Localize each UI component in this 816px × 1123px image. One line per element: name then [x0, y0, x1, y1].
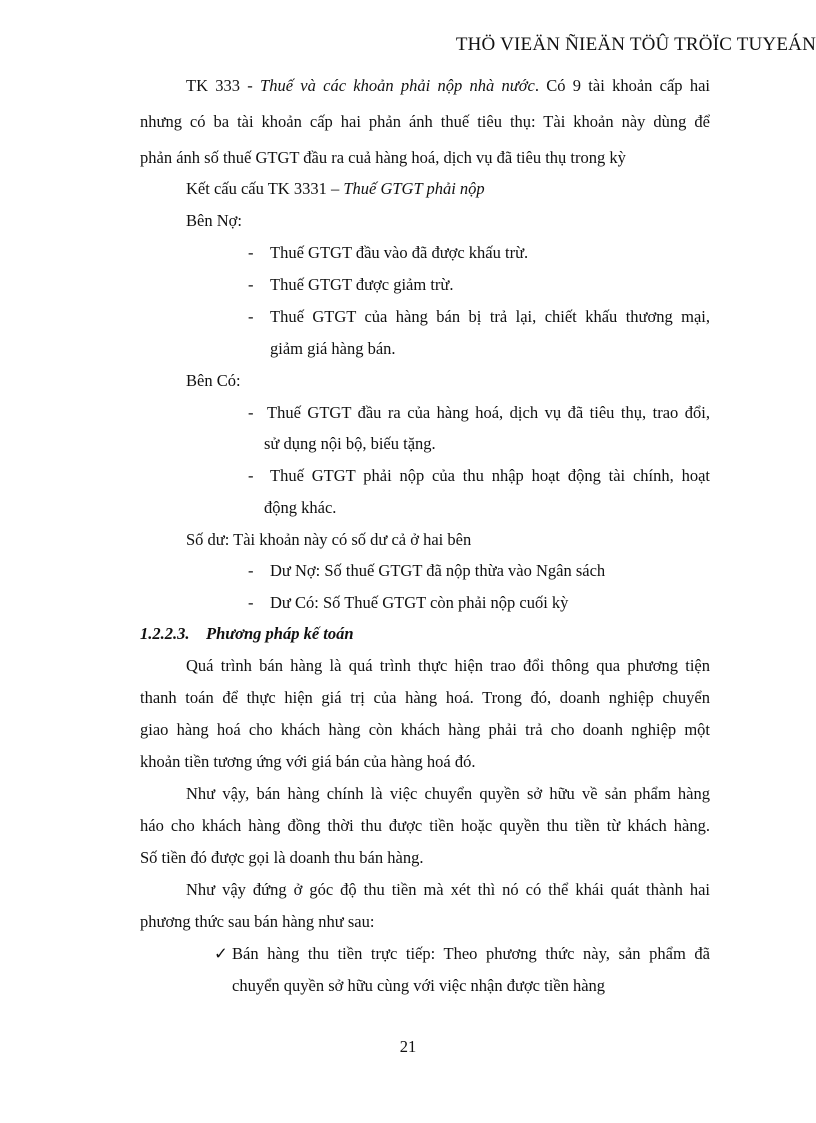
- dash-bullet: -: [248, 307, 254, 326]
- paragraph-line: [186, 76, 710, 96]
- section-heading: [140, 624, 354, 644]
- paragraph-line: Số tiền đó được gọi là doanh thu bán hàng.: [140, 848, 424, 867]
- page-header: THÖ VIEÄN ÑIEÄN TÖÛ TRÖÏC TUYEÁN: [455, 34, 816, 55]
- text-span: . Có 9 tài khoản cấp hai: [534, 76, 710, 95]
- list-item-text: Dư Nợ: Số thuế GTGT đã nộp thừa vào Ngân sách: [270, 561, 606, 580]
- checkmark-icon: ✓: [214, 944, 228, 963]
- check-list-item: [214, 944, 710, 964]
- paragraph-line: nhưng có ba tài khoản cấp hai phản ánh thuế tiêu thụ: Tài khoản này dùng để: [140, 112, 710, 131]
- italic-text: Thuế và các khoản phải nộp nhà nước: [260, 76, 535, 95]
- section-title: Phương pháp kế toán: [206, 624, 354, 643]
- paragraph-line: háo cho khách hàng đồng thời thu được tiền hoặc quyền thu tiền từ khách hàng.: [140, 816, 710, 835]
- list-item: [248, 466, 710, 486]
- balance-title: Số dư: Tài khoản này có số dư cả ở hai bên: [186, 530, 472, 549]
- italic-text: Thuế GTGT phải nộp: [343, 179, 485, 198]
- text-span: TK 333 -: [186, 76, 261, 95]
- list-item-continuation: động khác.: [264, 498, 337, 517]
- list-item-text: Thuế GTGT đầu ra của hàng hoá, dịch vụ đã tiêu thụ, trao đổi,: [267, 403, 710, 422]
- list-item: [248, 593, 568, 613]
- list-item-text: Thuế GTGT phải nộp của thu nhập hoạt động tài chính, hoạt: [270, 466, 710, 485]
- structure-line: [186, 179, 485, 199]
- page-number: 21: [399, 1037, 417, 1056]
- list-item-text: Bán hàng thu tiền trực tiếp: Theo phương thức này, sản phẩm đã: [232, 944, 710, 963]
- list-item-continuation: giảm giá hàng bán.: [270, 339, 396, 358]
- paragraph-line: giao hàng hoá cho khách hàng còn khách hàng phải trả cho doanh nghiệp một: [140, 720, 710, 739]
- text-span: Kết cấu cấu TK 3331 –: [186, 179, 344, 198]
- list-item-text: Dư Có: Số Thuế GTGT còn phải nộp cuối kỳ: [270, 593, 569, 612]
- paragraph-line: Quá trình bán hàng là quá trình thực hiện trao đổi thông qua phương tiện: [186, 656, 710, 675]
- list-item: [248, 275, 453, 295]
- dash-bullet: -: [248, 466, 254, 485]
- dash-bullet: -: [248, 243, 254, 262]
- dash-bullet: -: [248, 561, 254, 580]
- list-item-text: Thuế GTGT của hàng bán bị trả lại, chiết khấu thương mại,: [270, 307, 710, 326]
- paragraph-line: phản ánh số thuế GTGT đầu ra cuả hàng hoá, dịch vụ đã tiêu thụ trong kỳ: [140, 148, 626, 167]
- list-item-text: Thuế GTGT đầu vào đã được khấu trừ.: [270, 243, 529, 262]
- list-item: [248, 243, 528, 263]
- paragraph-line: Như vậy, bán hàng chính là việc chuyển quyền sở hữu về sản phẩm hàng: [186, 784, 710, 803]
- list-item-continuation: chuyển quyền sở hữu cùng với việc nhận được tiền hàng: [232, 976, 606, 995]
- section-number: 1.2.2.3.: [140, 624, 190, 643]
- credit-title: Bên Có:: [186, 371, 241, 390]
- paragraph-line: phương thức sau bán hàng như sau:: [140, 912, 375, 931]
- dash-bullet: -: [248, 275, 254, 294]
- list-item: [248, 561, 605, 581]
- list-item: [248, 307, 710, 327]
- paragraph-line: thanh toán để thực hiện giá trị của hàng hoá. Trong đó, doanh nghiệp chuyển: [140, 688, 710, 707]
- debit-title: Bên Nợ:: [186, 211, 242, 230]
- list-item-text: Thuế GTGT được giảm trừ.: [270, 275, 454, 294]
- list-item-continuation: sử dụng nội bộ, biếu tặng.: [264, 434, 436, 453]
- dash-bullet: -: [248, 403, 254, 422]
- paragraph-line: khoản tiền tương ứng với giá bán của hàng hoá đó.: [140, 752, 476, 771]
- paragraph-line: Như vậy đứng ở góc độ thu tiền mà xét thì nó có thể khái quát thành hai: [186, 880, 710, 899]
- dash-bullet: -: [248, 593, 254, 612]
- list-item: [248, 403, 710, 423]
